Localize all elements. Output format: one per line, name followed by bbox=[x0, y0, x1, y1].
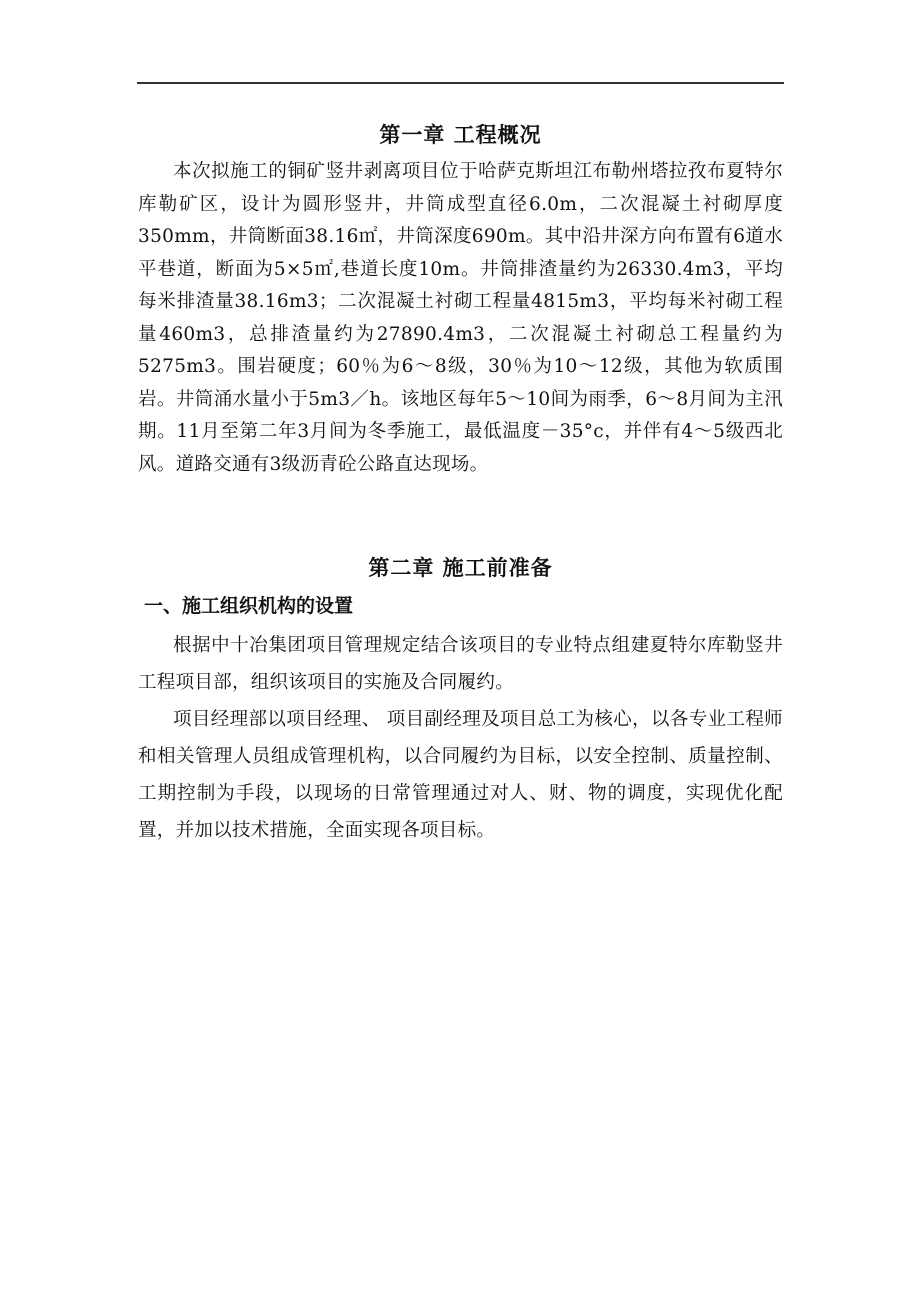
header-rule bbox=[137, 82, 784, 84]
section-1-title: 一、施工组织机构的设置 bbox=[144, 595, 354, 617]
chapter-2-title: 第二章 施工前准备 bbox=[368, 556, 553, 580]
section-1-paragraph-2: 项目经理部以项目经理、 项目副经理及项目总工为核心，以各专业工程师和相关管理人员组成管理机构，以合同履约为目标，以安全控制、质量控制、工期控制为手段，以现场的日常管理通过对人、财、物的调度，实现优化配置，并加以技术措施，全面实现各项目标。 bbox=[138, 709, 783, 841]
document-page bbox=[138, 118, 783, 849]
chapter-1-title: 第一章 工程概况 bbox=[379, 123, 542, 147]
chapter-1-paragraph: 本次拟施工的铜矿竖井剥离项目位于哈萨克斯坦江布勒州塔拉孜布夏特尔库勒矿区，设计为圆形竖井，井筒成型直径6.0m，二次混凝土衬砌厚度350mm，井筒断面38.16㎡，井筒深度690m。其中沿井深方向布置有6道水平巷道，断面为5×5㎡,巷道长度10m。井筒排渣量约为26330.4m3，平均每米排渣量38.16m3；二次混凝土衬砌工程量4815m3，平均每米衬砌工程量460m3，总排渣量约为27890.4m3，二次混凝土衬砌总工程量约为5275m3。围岩硬度；60％为6～8级，30％为10～12级，其他为软质围岩。井筒涌水量小于5m3／h。该地区每年5～10间为雨季，6～8月间为主汛期。11月至第二年3月间为冬季施工，最低温度－35°c，并伴有4～5级西北风。道路交通有3级沥青砼公路直达现场。 bbox=[138, 161, 783, 475]
section-1-paragraph-1: 根据中十冶集团项目管理规定结合该项目的专业特点组建夏特尔库勒竖井工程项目部，组织该项目的实施及合同履约。 bbox=[138, 635, 783, 693]
